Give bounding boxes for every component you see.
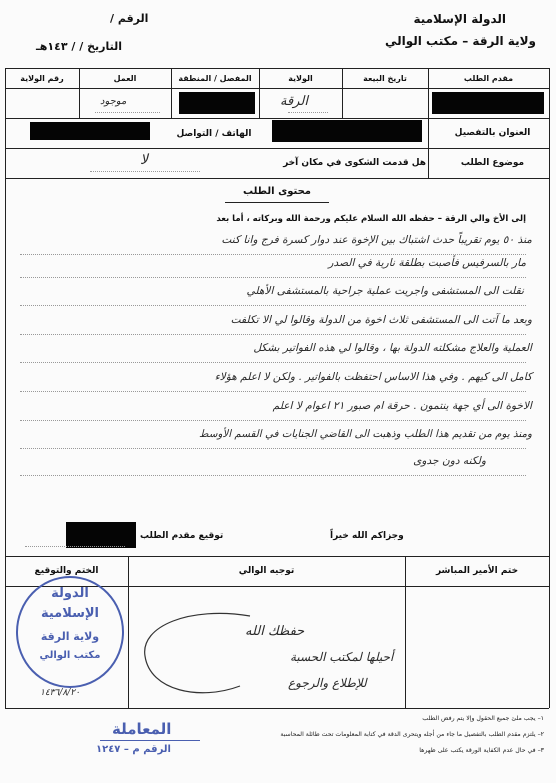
footnote-3: ٣– في حال عدم الكفاية الورقة يكتب على ظهرها	[419, 747, 544, 754]
directive-line: حفظك الله	[245, 624, 305, 639]
col-stamp-signature: الختم والتوقيع	[34, 566, 99, 576]
seal-text: ولاية الرقة	[40, 630, 100, 643]
directive-line: أحيلها لمكتب الحسبة	[290, 650, 394, 664]
letter-salutation: إلى الأخ والي الرقة – حفظه الله السلام عليكم ورحمة الله وبركاته ، أما بعد	[216, 214, 526, 224]
letter-line: الاخوة الى أي جهة ينتمون . حرقة ام صبور ٢١ اعوام لا اعلم	[272, 400, 532, 412]
letter-line: كامل الى كيهم . وفي هذا الاساس احتفظت بالفواتير . ولكن لا اعلم هؤلاء	[214, 371, 532, 383]
address-label: العنوان بالتفصيل	[454, 128, 531, 138]
seal-date: ١٤٣٦/٨/٢٠	[40, 688, 80, 698]
letter-line: ومنذ يوم من تقديم هذا الطلب وذهبت الى القاضي الجنايات في القسم الأوسط	[199, 428, 532, 440]
footnote-1: ١– يجب ملئ جميع الحقول وإلا يتم رفض الطلب	[422, 715, 544, 722]
col-wali-directive: توجيه الوالي	[238, 566, 295, 576]
letter-line: وبعد ما آتت الى المستشفى ثلاث اخوة من الدولة وقالوا لي الا تكلفت	[230, 314, 532, 326]
letter-line: العملية والعلاج مشكلته الدولة بها ، وقالوا لي هذه الفواتير بشكل	[253, 342, 532, 354]
directive-line: للإطلاع والرجوع	[288, 676, 367, 690]
office-name: ولاية الرقة – مكتب الوالي	[384, 34, 536, 48]
col-pledge-date: تاريخ البيعة	[363, 74, 407, 83]
letter-line: مار بالسرفيس فأصبت بطلقة نارية في الصدر	[328, 257, 526, 269]
col-district: المفصل / المنطقة	[178, 74, 252, 83]
redaction-address	[272, 120, 422, 142]
col-wilaya: الولاية	[288, 74, 313, 83]
date-field: التاريخ / / ١٤٣هـ	[36, 40, 122, 53]
letter-line: نقلت الى المستشفى واجريت عملية جراحية بالمستشفى الأهلي	[246, 285, 524, 297]
redaction-signature	[66, 522, 136, 548]
letter-line: ولكنه دون جدوى	[413, 455, 486, 467]
letter-closing: وجزاكم الله خيراً	[330, 531, 404, 541]
transaction-stamp: المعاملة	[112, 720, 172, 738]
wali-signature-scribble	[130, 596, 260, 706]
redaction-district	[179, 92, 255, 114]
seal-text: مكتب الوالي	[39, 650, 101, 661]
signature-label: توقيع مقدم الطلب	[140, 531, 224, 541]
col-emir-stamp: ختم الأمير المباشر	[435, 566, 519, 576]
col-wilaya-number: رقم الولاية	[20, 74, 64, 83]
redaction-phone	[30, 122, 150, 140]
phone-label: الهاتف / التواصل	[176, 129, 252, 139]
official-seal	[16, 576, 124, 688]
complaint-question: هل قدمت الشكوى في مكان آخر	[283, 158, 426, 168]
number-field: الرقم /	[110, 12, 149, 25]
seal-text: الإسلامية	[40, 606, 100, 621]
col-applicant: مقدم الطلب	[463, 74, 514, 83]
state-name: الدولة الإسلامية	[413, 12, 506, 26]
footnote-2: ٢– يلتزم مقدم الطلب بالتفصيل ما جاء من أجله ويتحرى الدقة في كتابة المعلومات تحت طائلة المحاسبة	[280, 731, 544, 738]
complaint-answer: لا	[140, 152, 148, 168]
col-work: العمل	[113, 74, 137, 83]
work-value: موجود	[100, 96, 127, 107]
subject-label: موضوع الطلب	[460, 158, 525, 168]
redaction-applicant	[432, 92, 544, 114]
wilaya-value: الرقة	[280, 94, 308, 109]
seal-text: الدولة	[51, 586, 89, 601]
letter-line: منذ ٥٠ يوم تقريباً حدث اشتباك بين الإخوة عند دوار كسرة فرج وانا كنت	[221, 234, 532, 246]
transaction-number: الرقم م – ١٢٤٧	[96, 744, 171, 755]
content-title: محتوى الطلب	[243, 186, 311, 197]
